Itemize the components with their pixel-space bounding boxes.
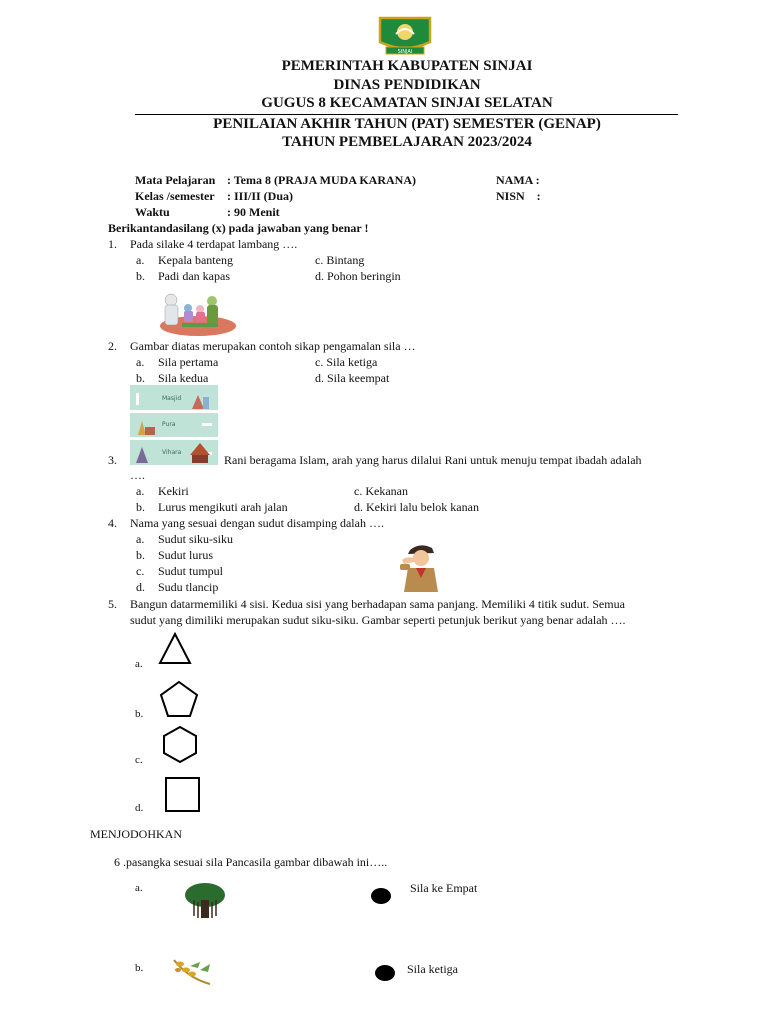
question-4-text: Nama yang sesuai dengan sudut disamping dalah ….	[130, 516, 384, 530]
question-number: 3.	[108, 453, 117, 467]
map-label-vihara: Vihara	[162, 449, 182, 456]
header-divider	[135, 114, 678, 115]
option-letter: a.	[136, 253, 145, 267]
question-1-text: Pada silake 4 terdapat lambang ….	[130, 237, 298, 251]
question-3-text: Rani beragama Islam, arah yang harus dilalui Rani untuk menuju tempat ibadah adalah	[224, 453, 642, 467]
option-letter: b.	[136, 548, 145, 562]
option-text[interactable]: Sudut lurus	[158, 548, 214, 562]
header-department: DINAS PENDIDIKAN	[333, 77, 481, 93]
option-letter: a.	[135, 658, 143, 670]
rice-and-cotton-icon	[170, 952, 214, 988]
question-5-text-line2: sudut yang dimiliki merupakan sudut siku-siku. Gambar seperti petunjuk berikut yang benar adalah ….	[130, 613, 626, 627]
option-text[interactable]: Sila pertama	[158, 355, 219, 369]
saluting-scout-image	[396, 538, 446, 594]
academic-year: TAHUN PEMBELAJARAN 2023/2024	[282, 134, 532, 150]
svg-text:SINJAI: SINJAI	[397, 49, 413, 55]
regency-logo	[374, 16, 436, 56]
option-text[interactable]: Sudut tumpul	[158, 564, 224, 578]
question-number: 1.	[108, 237, 117, 251]
question-number: 4.	[108, 516, 117, 530]
option-text[interactable]: c. Bintang	[315, 253, 365, 267]
option-text[interactable]: Lurus mengikuti arah jalan	[158, 500, 288, 514]
name-label: NAMA :	[496, 173, 540, 187]
question-5-text-line1: Bangun datarmemiliki 4 sisi. Kedua sisi yang berhadapan sama panjang. Memiliki 4 titik sudut. Semua	[130, 597, 625, 611]
exam-title: PENILAIAN AKHIR TAHUN (PAT) SEMESTER (GENAP)	[213, 116, 601, 132]
matching-dot[interactable]	[374, 964, 396, 982]
matching-dot[interactable]	[370, 887, 392, 905]
option-letter: b.	[136, 269, 145, 283]
option-text[interactable]: c. Sila ketiga	[315, 355, 378, 369]
question-number: 5.	[108, 597, 117, 611]
header-government: PEMERINTAH KABUPATEN SINJAI	[281, 58, 533, 74]
option-letter: a.	[136, 532, 145, 546]
matching-section-title: MENJODOHKAN	[90, 827, 182, 841]
banyan-tree-icon	[184, 882, 226, 920]
option-text[interactable]: Sudu tlancip	[158, 580, 219, 594]
triangle-shape[interactable]	[158, 632, 192, 666]
pentagon-shape[interactable]	[159, 680, 199, 718]
matching-answer: Sila ketiga	[407, 962, 458, 976]
option-letter: c.	[135, 754, 143, 766]
square-shape[interactable]	[164, 776, 202, 814]
option-letter: d.	[136, 580, 145, 594]
option-letter: a.	[135, 882, 143, 894]
time-label: Waktu	[135, 205, 170, 219]
map-label-temple: Pura	[162, 421, 176, 428]
option-letter: b.	[136, 500, 145, 514]
option-letter: b.	[136, 371, 145, 385]
option-text[interactable]: Kekiri	[158, 484, 189, 498]
question-2-text: Gambar diatas merupakan contoh sikap pengamalan sila …	[130, 339, 416, 353]
header-cluster: GUGUS 8 KECAMATAN SINJAI SELATAN	[261, 95, 553, 111]
subject-label: Mata Pelajaran	[135, 173, 216, 187]
question-6-text: 6 .pasangka sesuai sila Pancasila gambar dibawah ini…..	[114, 855, 388, 869]
class-value: : III/II (Dua)	[227, 189, 294, 203]
option-letter: a.	[136, 355, 145, 369]
option-text[interactable]: Padi dan kapas	[158, 269, 230, 283]
map-label-mosque: Masjid	[162, 395, 182, 402]
hexagon-shape[interactable]	[162, 725, 198, 763]
matching-answer: Sila ke Empat	[410, 881, 478, 895]
option-letter: d.	[135, 802, 144, 814]
option-text[interactable]: d. Kekiri lalu belok kanan	[354, 500, 479, 514]
option-letter: b.	[135, 962, 144, 974]
instruction: Berikantandasilang (x) pada jawaban yang benar !	[108, 221, 369, 235]
time-value: : 90 Menit	[227, 205, 280, 219]
option-letter: c.	[136, 564, 145, 578]
question-3-continuation: ….	[130, 468, 145, 482]
worship-map-image	[130, 385, 218, 465]
option-text[interactable]: Kepala banteng	[158, 253, 233, 267]
class-label: Kelas /semester	[135, 189, 215, 203]
option-letter: a.	[136, 484, 145, 498]
option-text[interactable]: d. Pohon beringin	[315, 269, 401, 283]
nisn-label: NISN :	[496, 189, 541, 203]
subject-value: : Tema 8 (PRAJA MUDA KARANA)	[227, 173, 416, 187]
option-text[interactable]: Sudut siku-siku	[158, 532, 234, 546]
option-text[interactable]: d. Sila keempat	[315, 371, 390, 385]
option-text[interactable]: c. Kekanan	[354, 484, 408, 498]
option-text[interactable]: Sila kedua	[158, 371, 209, 385]
question-number: 2.	[108, 339, 117, 353]
option-letter: b.	[135, 708, 144, 720]
family-praying-image	[158, 290, 236, 336]
